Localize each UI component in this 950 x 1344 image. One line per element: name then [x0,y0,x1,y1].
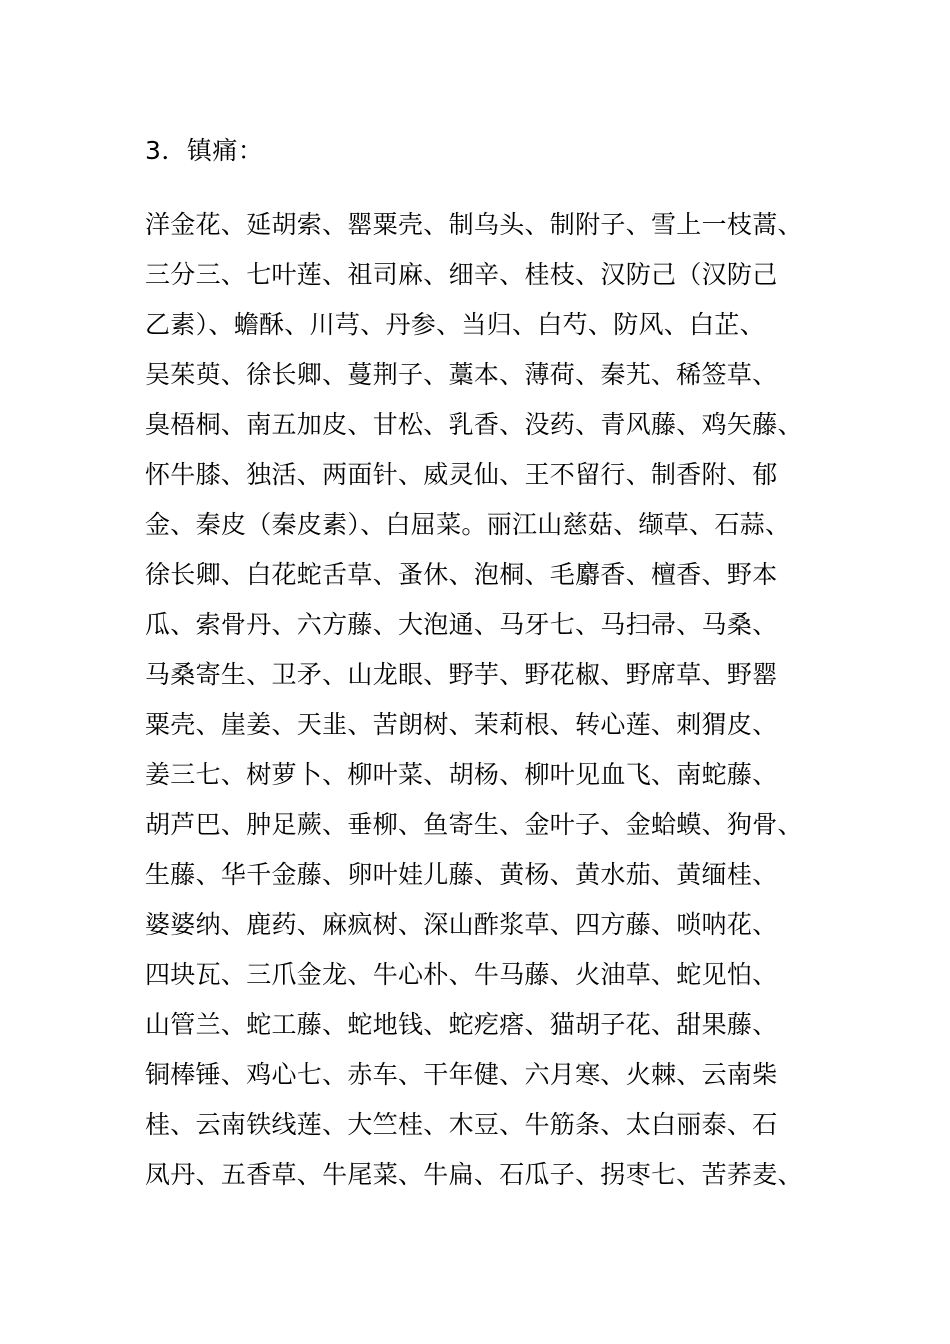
text-line: 吴茱萸、徐长卿、蔓荆子、藁本、薄荷、秦艽、稀签草、 [145,360,778,389]
text-line: 山管兰、蛇工藤、蛇地钱、蛇疙瘩、猫胡子花、甜果藤、 [145,1010,778,1039]
text-line: 桂、云南铁线莲、大竺桂、木豆、牛筋条、太白丽泰、石 [145,1110,778,1139]
text-line: 瓜、索骨丹、六方藤、大泡通、马牙七、马扫帚、马桑、 [145,610,778,639]
text-line: 臭梧桐、南五加皮、甘松、乳香、没药、青风藤、鸡矢藤、 [145,410,803,439]
text-line: 金、秦皮（秦皮素）、白屈菜。丽江山慈菇、缬草、石蒜、 [145,510,791,539]
text-line: 胡芦巴、肿足蕨、垂柳、鱼寄生、金叶子、金蛤蟆、狗骨、 [145,810,803,839]
text-line: 马桑寄生、卫矛、山龙眼、野芋、野花椒、野席草、野罂 [145,660,778,689]
section-heading: 3．镇痛： [145,136,264,165]
text-line: 生藤、华千金藤、卵叶娃儿藤、黄杨、黄水茄、黄缅桂、 [145,860,778,889]
text-line: 粟壳、崖姜、天韭、苦朗树、茉莉根、转心莲、刺猬皮、 [145,710,778,739]
body-paragraph [145,206,805,1206]
text-line: 乙素）、蟾酥、川芎、丹参、当归、白芍、防风、白芷、 [145,310,766,339]
text-line: 三分三、七叶莲、祖司麻、细辛、桂枝、汉防己（汉防己 [145,260,778,289]
text-line: 凤丹、五香草、牛尾菜、牛扁、石瓜子、拐枣七、苦荞麦、 [145,1160,803,1189]
text-line: 四块瓦、三爪金龙、牛心朴、牛马藤、火油草、蛇见怕、 [145,960,778,989]
text-line: 怀牛膝、独活、两面针、威灵仙、王不留行、制香附、郁 [145,460,778,489]
text-line: 徐长卿、白花蛇舌草、蚤休、泡桐、毛麝香、檀香、野本 [145,560,778,589]
text-line: 洋金花、延胡索、罂粟壳、制乌头、制附子、雪上一枝蒿、 [145,210,803,239]
text-line: 婆婆纳、鹿药、麻疯树、深山酢浆草、四方藤、唢呐花、 [145,910,778,939]
text-line: 姜三七、树萝卜、柳叶菜、胡杨、柳叶见血飞、南蛇藤、 [145,760,778,789]
text-line: 铜棒锤、鸡心七、赤车、干年健、六月寒、火棘、云南柴 [145,1060,778,1089]
